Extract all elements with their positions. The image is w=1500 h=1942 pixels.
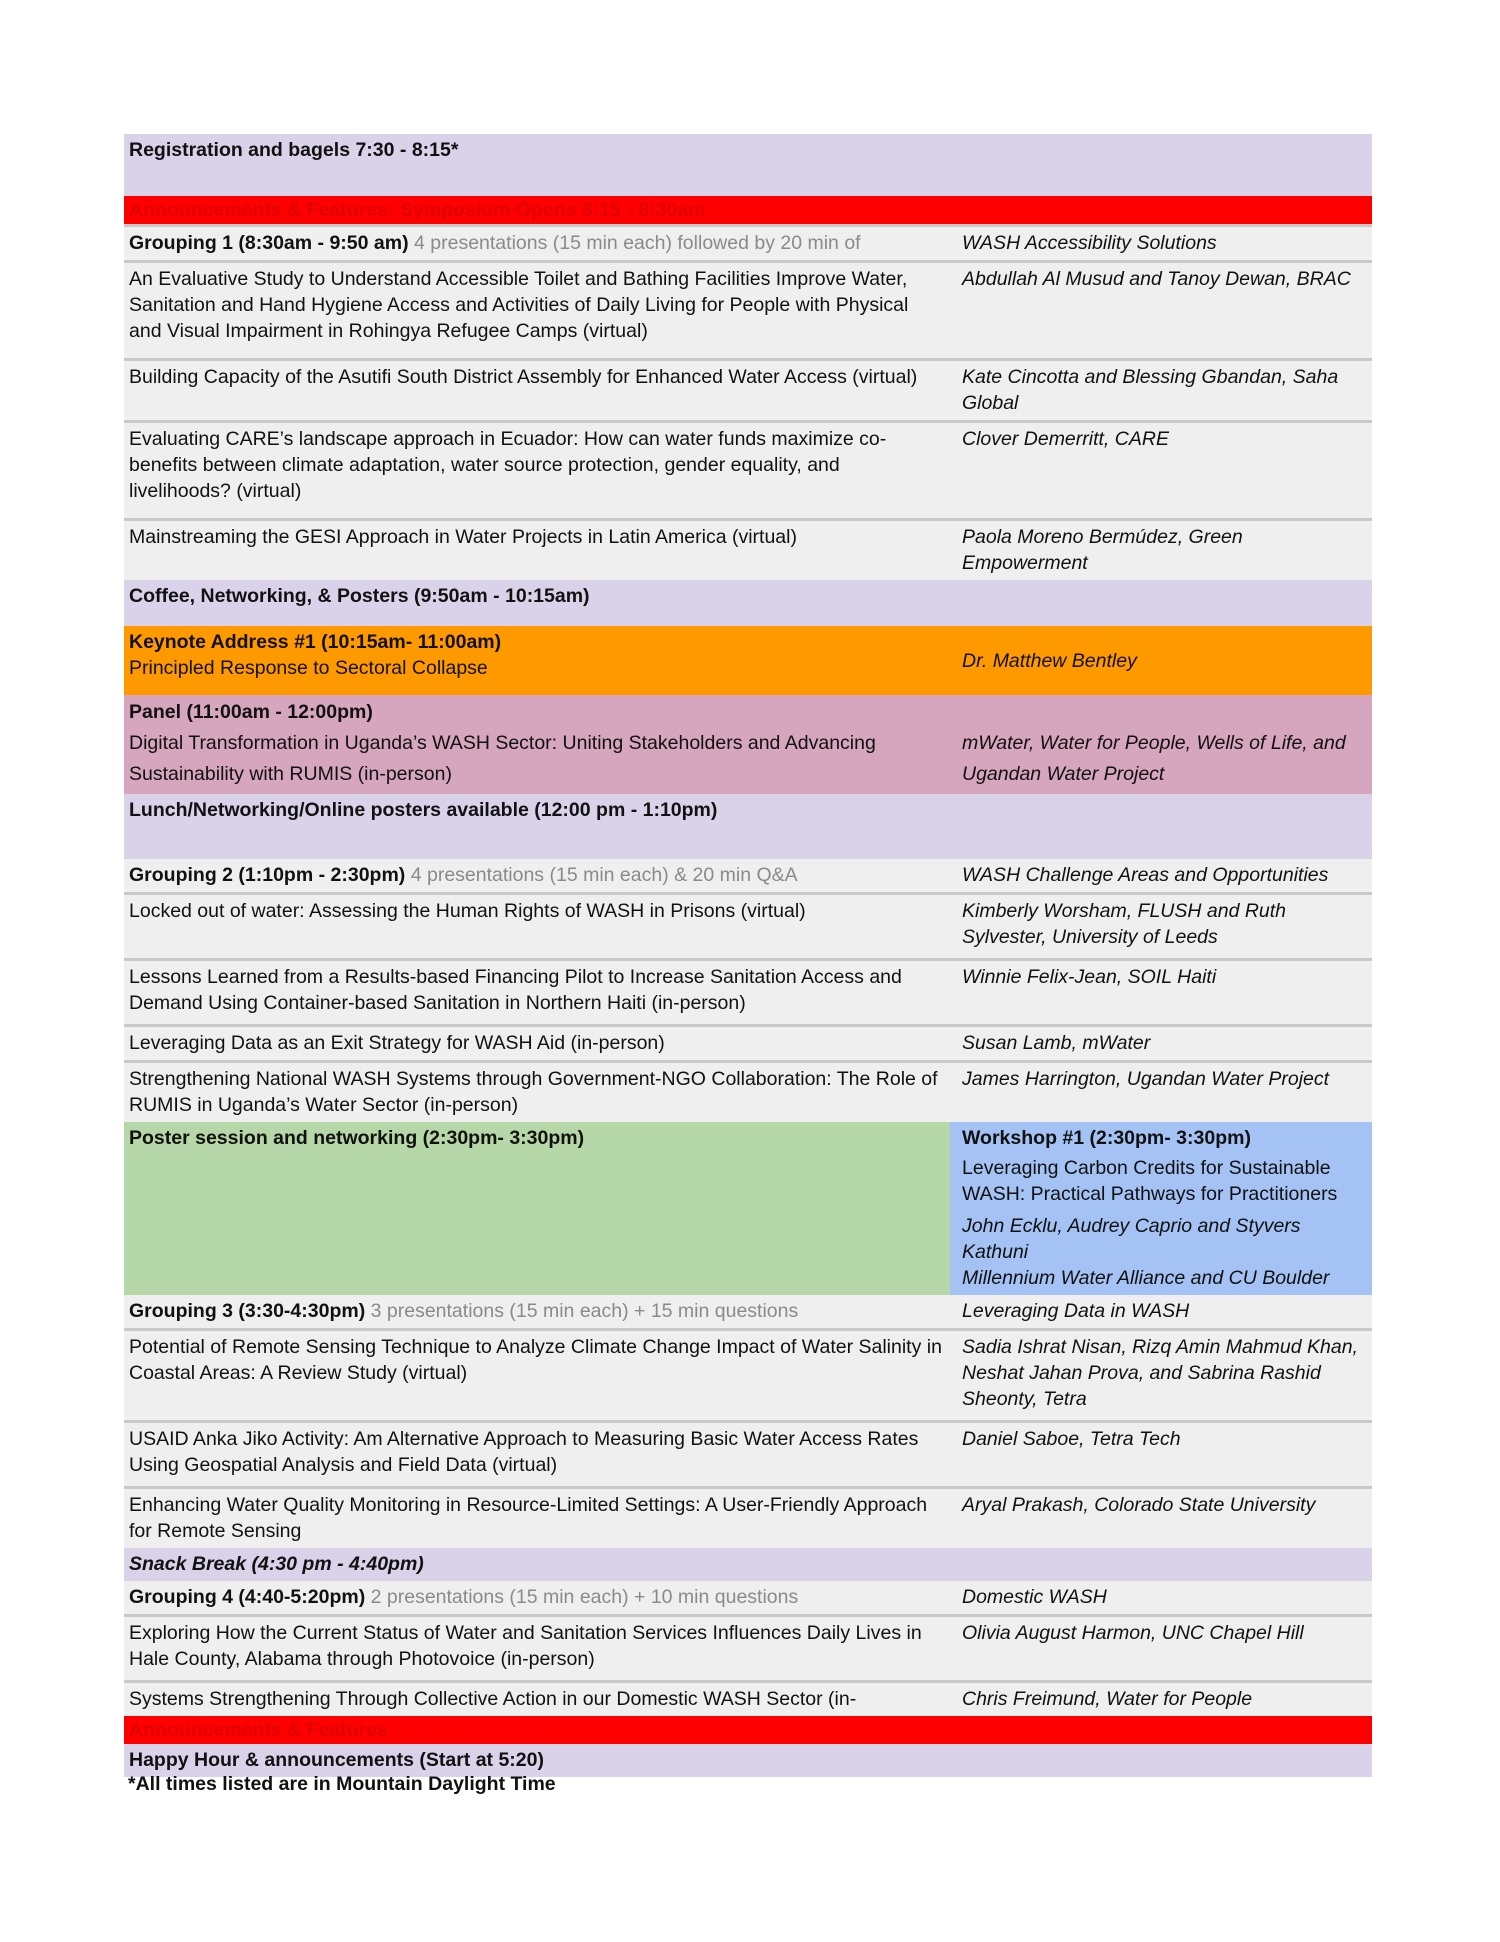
grouping-header-row [124, 226, 1372, 262]
presentation-title: Potential of Remote Sensing Technique to Analyze Climate Change Impact of Water Salinity in Coastal Areas: A Review Study (virtual) [124, 1330, 950, 1422]
presentation-speaker: Paola Moreno Bermúdez, Green Empowerment [950, 520, 1372, 581]
grouping-theme: WASH Accessibility Solutions [950, 226, 1372, 262]
keynote-title: Principled Response to Sectoral Collapse [129, 657, 488, 679]
presentation-speaker: Sadia Ishrat Nisan, Rizq Amin Mahmud Khan, Neshat Jahan Prova, and Sabrina Rashid Sheonty, Tetra [950, 1330, 1372, 1422]
presentation-title: Strengthening National WASH Systems through Government-NGO Collaboration: The Role of RUMIS in Uganda’s Water Sector (in-person) [124, 1062, 950, 1123]
panel-header: Panel (11:00am - 12:00pm) [129, 701, 373, 723]
presentation-title: Exploring How the Current Status of Water and Sanitation Services Influences Daily Lives in Hale County, Alabama through Photovoice (in-person) [124, 1616, 950, 1682]
announcement-label: Announcements & Features: Symposium Opens 8:15 - 8:30am [129, 199, 706, 221]
grouping-header [124, 1581, 950, 1616]
poster-session-label: Poster session and networking (2:30pm- 3:30pm) [124, 1122, 950, 1295]
presentation-speaker: Abdullah Al Musud and Tanoy Dewan, BRAC [950, 262, 1372, 360]
keynote-header: Keynote Address #1 (10:15am- 11:00am) [129, 631, 502, 653]
presentation-title: Locked out of water: Assessing the Human Rights of WASH in Prisons (virtual) [124, 894, 950, 960]
lunch-label: Lunch/Networking/Online posters available (12:00 pm - 1:10pm) [129, 799, 718, 821]
registration-label: Registration and bagels 7:30 - 8:15* [129, 139, 459, 161]
presentation-speaker: Clover Demerritt, CARE [950, 422, 1372, 520]
grouping-header-row [124, 1295, 1372, 1330]
grouping-header-row [124, 1581, 1372, 1616]
grouping-theme: Leveraging Data in WASH [962, 1300, 1190, 1322]
presentation-title: An Evaluative Study to Understand Accessible Toilet and Bathing Facilities Improve Water, Sanitation and Hand Hygiene Access and Activities of Daily Living for People with Physical and Visual Impairment in Rohingya Refugee Camps (virtual) [124, 262, 950, 360]
presentation-row [124, 520, 1372, 581]
presentation-speaker: Chris Freimund, Water for People [950, 1682, 1372, 1717]
snack-break-row [124, 1548, 1372, 1581]
presentation-speaker: Susan Lamb, mWater [950, 1026, 1372, 1062]
presentation-title: Leveraging Data as an Exit Strategy for WASH Aid (in-person) [124, 1026, 950, 1062]
grouping-title: Grouping 4 (4:40-5:20pm) [129, 1586, 366, 1608]
footnote: *All times listed are in Mountain Daylight Time [128, 1773, 556, 1795]
announcement-row [124, 196, 1372, 226]
grouping-header [124, 859, 950, 894]
workshop-speakers: John Ecklu, Audrey Caprio and Styvers Kathuni [962, 1215, 1301, 1263]
grouping-note: 2 presentations (15 min each) + 10 min questions [370, 1586, 799, 1608]
presentation-title: Mainstreaming the GESI Approach in Water Projects in Latin America (virtual) [124, 520, 950, 581]
coffee-break-row [124, 580, 1372, 626]
grouping-title: Grouping 3 (3:30-4:30pm) [129, 1300, 366, 1322]
grouping-header [124, 226, 950, 262]
workshop-info [950, 1122, 1372, 1295]
schedule-table [124, 134, 1372, 1777]
presentation-title: Enhancing Water Quality Monitoring in Resource-Limited Settings: A User-Friendly Approach for Remote Sensing [124, 1488, 950, 1549]
keynote-row [124, 626, 1372, 695]
presentation-row [124, 1682, 1372, 1717]
presentation-speaker: Daniel Saboe, Tetra Tech [950, 1422, 1372, 1488]
workshop-header: Workshop #1 (2:30pm- 3:30pm) [962, 1127, 1251, 1149]
presentation-speaker: Winnie Felix-Jean, SOIL Haiti [950, 960, 1372, 1026]
snack-break-label: Snack Break (4:30 pm - 4:40pm) [129, 1553, 424, 1575]
panel-title: Digital Transformation in Uganda’s WASH Sector: Uniting Stakeholders and Advancing Sustainability with RUMIS (in-person) [129, 732, 876, 785]
presentation-row [124, 894, 1372, 960]
keynote-speaker: Dr. Matthew Bentley [962, 650, 1137, 672]
panel-info [124, 695, 950, 794]
grouping-note: 4 presentations (15 min each) & 20 min Q&A [410, 864, 798, 886]
grouping-theme: Domestic WASH [962, 1586, 1107, 1608]
presentation-row [124, 1616, 1372, 1682]
presentation-speaker: James Harrington, Ugandan Water Project [950, 1062, 1372, 1123]
presentation-speaker: Kimberly Worsham, FLUSH and Ruth Sylvester, University of Leeds [950, 894, 1372, 960]
happy-hour-label: Happy Hour & announcements (Start at 5:20) [129, 1749, 544, 1771]
registration-row [124, 134, 1372, 196]
presentation-title: Systems Strengthening Through Collective Action in our Domestic WASH Sector (in- [124, 1682, 950, 1717]
workshop-title: Leveraging Carbon Credits for Sustainable WASH: Practical Pathways for Practitioners [962, 1157, 1338, 1205]
presentation-row [124, 1330, 1372, 1422]
presentation-row [124, 1422, 1372, 1488]
presentation-title: Building Capacity of the Asutifi South District Assembly for Enhanced Water Access (virtual) [124, 360, 950, 422]
panel-row [124, 695, 1372, 794]
panel-speaker: mWater, Water for People, Wells of Life, and Ugandan Water Project [962, 732, 1346, 785]
presentation-speaker: Aryal Prakash, Colorado State University [950, 1488, 1372, 1549]
presentation-title: USAID Anka Jiko Activity: Am Alternative Approach to Measuring Basic Water Access Rates Using Geospatial Analysis and Field Data (virtual) [124, 1422, 950, 1488]
grouping-theme: WASH Challenge Areas and Opportunities [962, 864, 1329, 886]
lunch-row [124, 794, 1372, 859]
grouping-header [124, 1295, 950, 1330]
workshop-org: Millennium Water Alliance and CU Boulder [962, 1267, 1330, 1289]
presentation-title: Lessons Learned from a Results-based Financing Pilot to Increase Sanitation Access and Demand Using Container-based Sanitation in Northern Haiti (in-person) [124, 960, 950, 1026]
grouping-header-row [124, 859, 1372, 894]
grouping-title: Grouping 1 (8:30am - 9:50 am) [129, 232, 409, 254]
presentation-speaker: Olivia August Harmon, UNC Chapel Hill [950, 1616, 1372, 1682]
announcement-label: Announcements & Features [129, 1719, 388, 1741]
presentation-row [124, 1026, 1372, 1062]
presentation-speaker: Kate Cincotta and Blessing Gbandan, Saha Global [950, 360, 1372, 422]
presentation-title: Evaluating CARE’s landscape approach in Ecuador: How can water funds maximize co-benefits between climate adaptation, water source protection, gender equality, and livelihoods? (virtual) [124, 422, 950, 520]
presentation-row [124, 1488, 1372, 1549]
keynote-info [124, 626, 950, 695]
presentation-row [124, 960, 1372, 1026]
grouping-title: Grouping 2 (1:10pm - 2:30pm) [129, 864, 406, 886]
poster-workshop-row [124, 1122, 1372, 1295]
presentation-row [124, 1062, 1372, 1123]
presentation-row [124, 262, 1372, 360]
announcement-row [124, 1716, 1372, 1744]
grouping-note: 3 presentations (15 min each) + 15 min questions [370, 1300, 799, 1322]
coffee-break-label: Coffee, Networking, & Posters (9:50am - 10:15am) [129, 585, 590, 607]
presentation-row [124, 360, 1372, 422]
grouping-note: 4 presentations (15 min each) followed by 20 min of [414, 232, 861, 254]
presentation-row [124, 422, 1372, 520]
